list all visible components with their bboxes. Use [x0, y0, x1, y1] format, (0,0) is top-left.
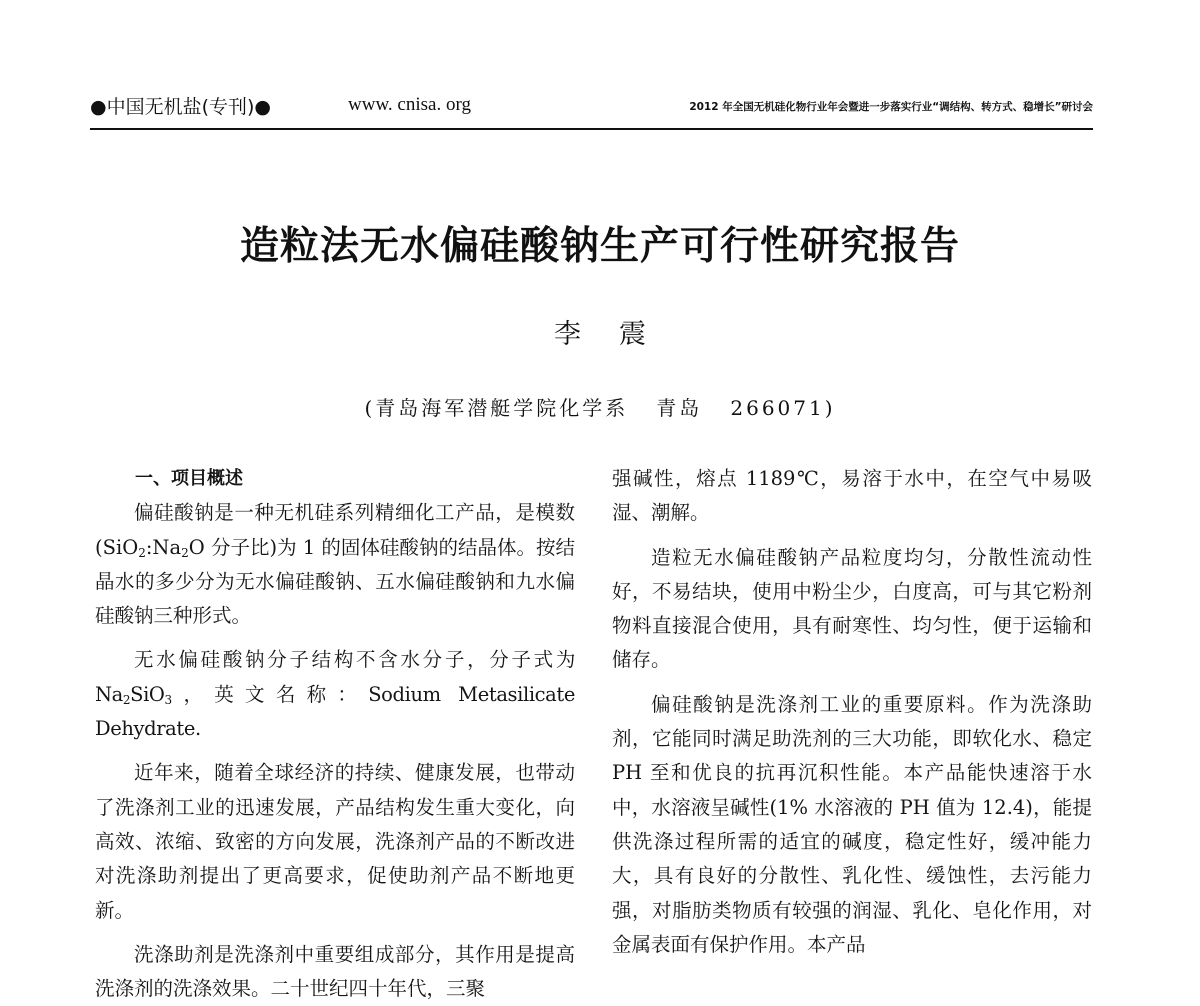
paragraph-properties: 强碱性，熔点 1189℃，易溶于水中，在空气中易吸湿、潮解。 — [612, 467, 1092, 525]
journal-website: www. cnisa. org — [348, 94, 471, 115]
section-heading: 一、项目概述 — [135, 468, 243, 489]
right-column — [612, 462, 1092, 962]
author-affiliation: (青岛海军潜艇学院化学系 青岛 266071) — [364, 396, 836, 420]
paragraph-definition: 偏硅酸钠是一种无机硅系列精细化工产品，是模数($SiO_2:Na_2O$ 分子比)为 1 的固体硅酸钠的结晶体。按结晶水的多少分为无水偏硅酸钠、五水偏硅酸钠和九水偏硅酸钠三种形式。 — [95, 501, 575, 628]
paragraph-granular-product: 造粒无水偏硅酸钠产品粒度均匀，分散性流动性好，不易结块，使用中粉尘少，白度高，可与其它粉剂物料直接混合使用，具有耐寒性、均匀性，便于运输和储存。 — [612, 545, 1092, 672]
author-name: 李震 — [554, 319, 684, 350]
paragraph-industry: 近年来，随着全球经济的持续、健康发展，也带动了洗涤剂工业的迅速发展，产品结构发生重大变化，向高效、浓缩、致密的方向发展，洗涤剂产品的不断改进对洗涤助剂提出了更高要求，促使助剂产品不断地更新。 — [95, 761, 575, 922]
paragraph-formula: 无水偏硅酸钠分子结构不含水分子，分子式为 $Na_2SiO_3$，英文名称：Sodium Metasilicate Dehydrate. — [95, 648, 575, 741]
left-column — [95, 462, 575, 1006]
paragraph-detergent-raw-material: 偏硅酸钠是洗涤剂工业的重要原料。作为洗涤助剂，它能同时满足助洗剂的三大功能，即软化水、稳定 PH 至和优良的抗再沉积性能。本产品能快速溶于水中，水溶液呈碱性(1% 水溶液的 PH 值为 12.4)，能提供洗涤过程所需的适宜的碱度，稳定性好，缓冲能力大，具有良好的分散性、乳化性、缓蚀性，去污能力强，对脂肪类物质有较强的润湿、乳化、皂化作用，对金属表面有保护作用。本产品 — [612, 692, 1092, 956]
running-header — [90, 88, 1093, 130]
journal-name: ●中国无机盐(专刊)● — [90, 96, 271, 118]
article-title: 造粒法无水偏硅酸钠生产可行性研究报告 — [239, 223, 960, 269]
conference-name: 2012 年全国无机硅化物行业年会暨进一步落实行业“调结构、转方式、稳增长”研讨会 — [689, 101, 1093, 113]
paragraph-detergent-aid: 洗涤助剂是洗涤剂中重要组成部分，其作用是提高洗涤剂的洗涤效果。二十世纪四十年代，三聚 — [95, 942, 575, 1001]
